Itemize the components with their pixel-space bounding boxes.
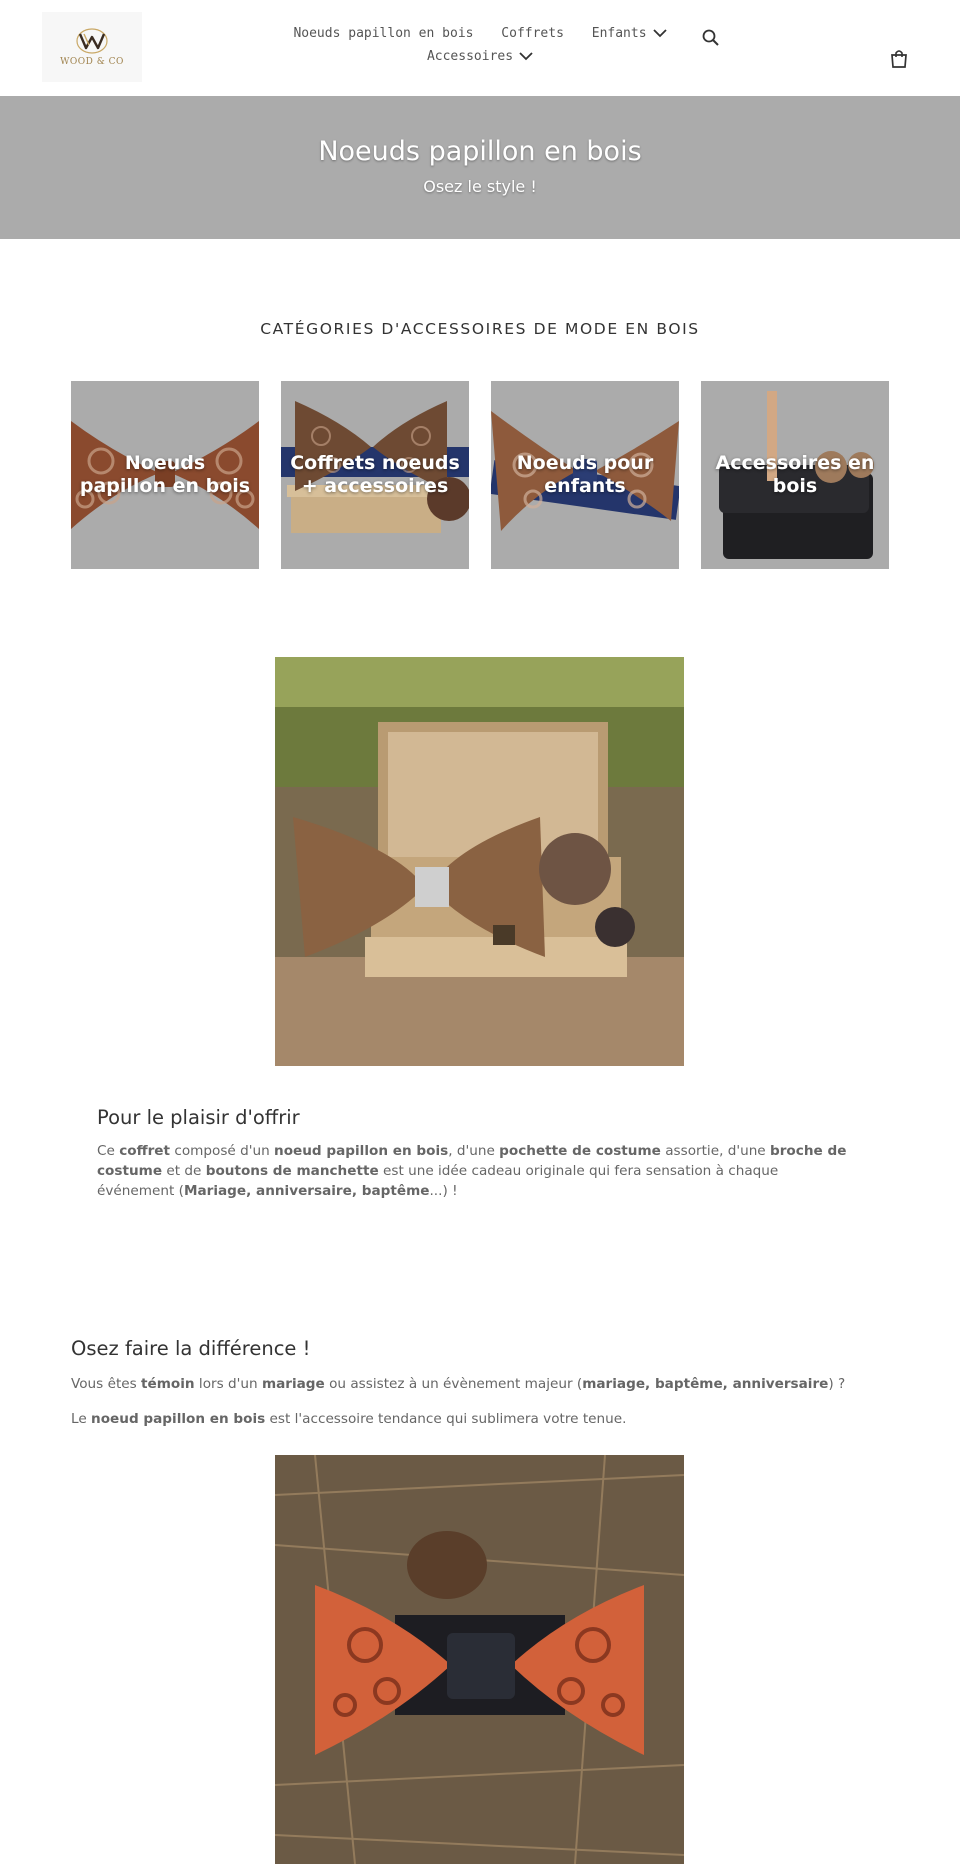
bold-segment: témoin xyxy=(141,1376,195,1392)
category-label: Noeuds papillon en bois xyxy=(79,452,251,497)
difference-line-2 xyxy=(71,1409,626,1429)
logo[interactable] xyxy=(42,12,142,82)
chevron-down-icon xyxy=(653,29,667,38)
site-header xyxy=(0,0,960,96)
text-segment: lors d'un xyxy=(194,1376,262,1392)
text-segment: est l'accessoire tendance qui sublimera votre tenue. xyxy=(265,1411,627,1427)
bold-segment: Mariage, anniversaire, baptême xyxy=(183,1183,430,1199)
text-segment: ) ? xyxy=(828,1376,846,1392)
search-icon[interactable] xyxy=(701,28,721,48)
bow-tie-photo xyxy=(275,1455,684,1864)
cart-icon[interactable] xyxy=(889,49,909,69)
text-segment: , d'une xyxy=(448,1143,500,1159)
text-segment: et de xyxy=(162,1163,206,1179)
text-segment: composé d'un xyxy=(170,1143,275,1159)
text-segment: est une idée cadeau originale qui fera sensation à chaque événement ( xyxy=(97,1163,779,1199)
category-card-accessoires[interactable] xyxy=(701,381,889,569)
chevron-down-icon xyxy=(519,52,533,61)
bold-segment: noeud papillon en bois xyxy=(91,1411,266,1427)
nav-item-enfants[interactable] xyxy=(592,22,667,45)
nav-item-accessoires[interactable] xyxy=(427,45,533,68)
category-card-noeuds[interactable] xyxy=(71,381,259,569)
nav-label: Coffrets xyxy=(501,26,564,41)
hero-title: Noeuds papillon en bois xyxy=(318,136,642,167)
bold-segment: mariage, baptême, anniversaire xyxy=(582,1376,829,1392)
logo-text: WOOD & CO xyxy=(60,57,124,67)
gift-box-photo-art xyxy=(275,657,684,1066)
text-segment: ...) ! xyxy=(429,1183,458,1199)
category-label: Accessoires en bois xyxy=(715,452,875,497)
category-card-enfants[interactable] xyxy=(491,381,679,569)
feature-description xyxy=(97,1141,857,1201)
text-segment: ou assistez à un évènement majeur ( xyxy=(324,1376,583,1392)
difference-title: Osez faire la différence ! xyxy=(71,1337,311,1360)
main-nav xyxy=(280,22,680,68)
nav-item-coffrets[interactable] xyxy=(501,22,564,45)
bold-segment: pochette de costume xyxy=(499,1143,661,1159)
bold-segment: boutons de manchette xyxy=(205,1163,379,1179)
category-card-coffrets[interactable] xyxy=(281,381,469,569)
nav-label: Accessoires xyxy=(426,49,514,64)
categories-heading: CATÉGORIES D'ACCESSOIRES DE MODE EN BOIS xyxy=(260,320,700,338)
bold-segment: noeud papillon en bois xyxy=(274,1143,449,1159)
text-segment: Vous êtes xyxy=(71,1376,142,1392)
text-segment: Ce xyxy=(97,1143,120,1159)
gift-box-photo xyxy=(275,657,684,1066)
text-segment: assortie, d'une xyxy=(660,1143,770,1159)
bold-segment: mariage xyxy=(261,1376,325,1392)
nav-label: Noeuds papillon en bois xyxy=(293,26,474,41)
category-label: Noeuds pour enfants xyxy=(516,452,654,497)
category-label: Coffrets noeuds + accessoires xyxy=(290,452,460,497)
bow-tie-photo-art xyxy=(275,1455,684,1864)
bold-segment: broche de costume xyxy=(97,1143,847,1179)
bold-segment: coffret xyxy=(119,1143,171,1159)
hero-subtitle: Osez le style ! xyxy=(423,177,537,196)
hero-banner xyxy=(0,96,960,239)
nav-label: Enfants xyxy=(591,26,647,41)
nav-item-noeuds[interactable] xyxy=(293,22,473,45)
difference-line-1 xyxy=(71,1374,845,1394)
text-segment: Le xyxy=(71,1411,92,1427)
logo-mark-icon xyxy=(74,27,110,55)
feature-title: Pour le plaisir d'offrir xyxy=(97,1106,300,1129)
